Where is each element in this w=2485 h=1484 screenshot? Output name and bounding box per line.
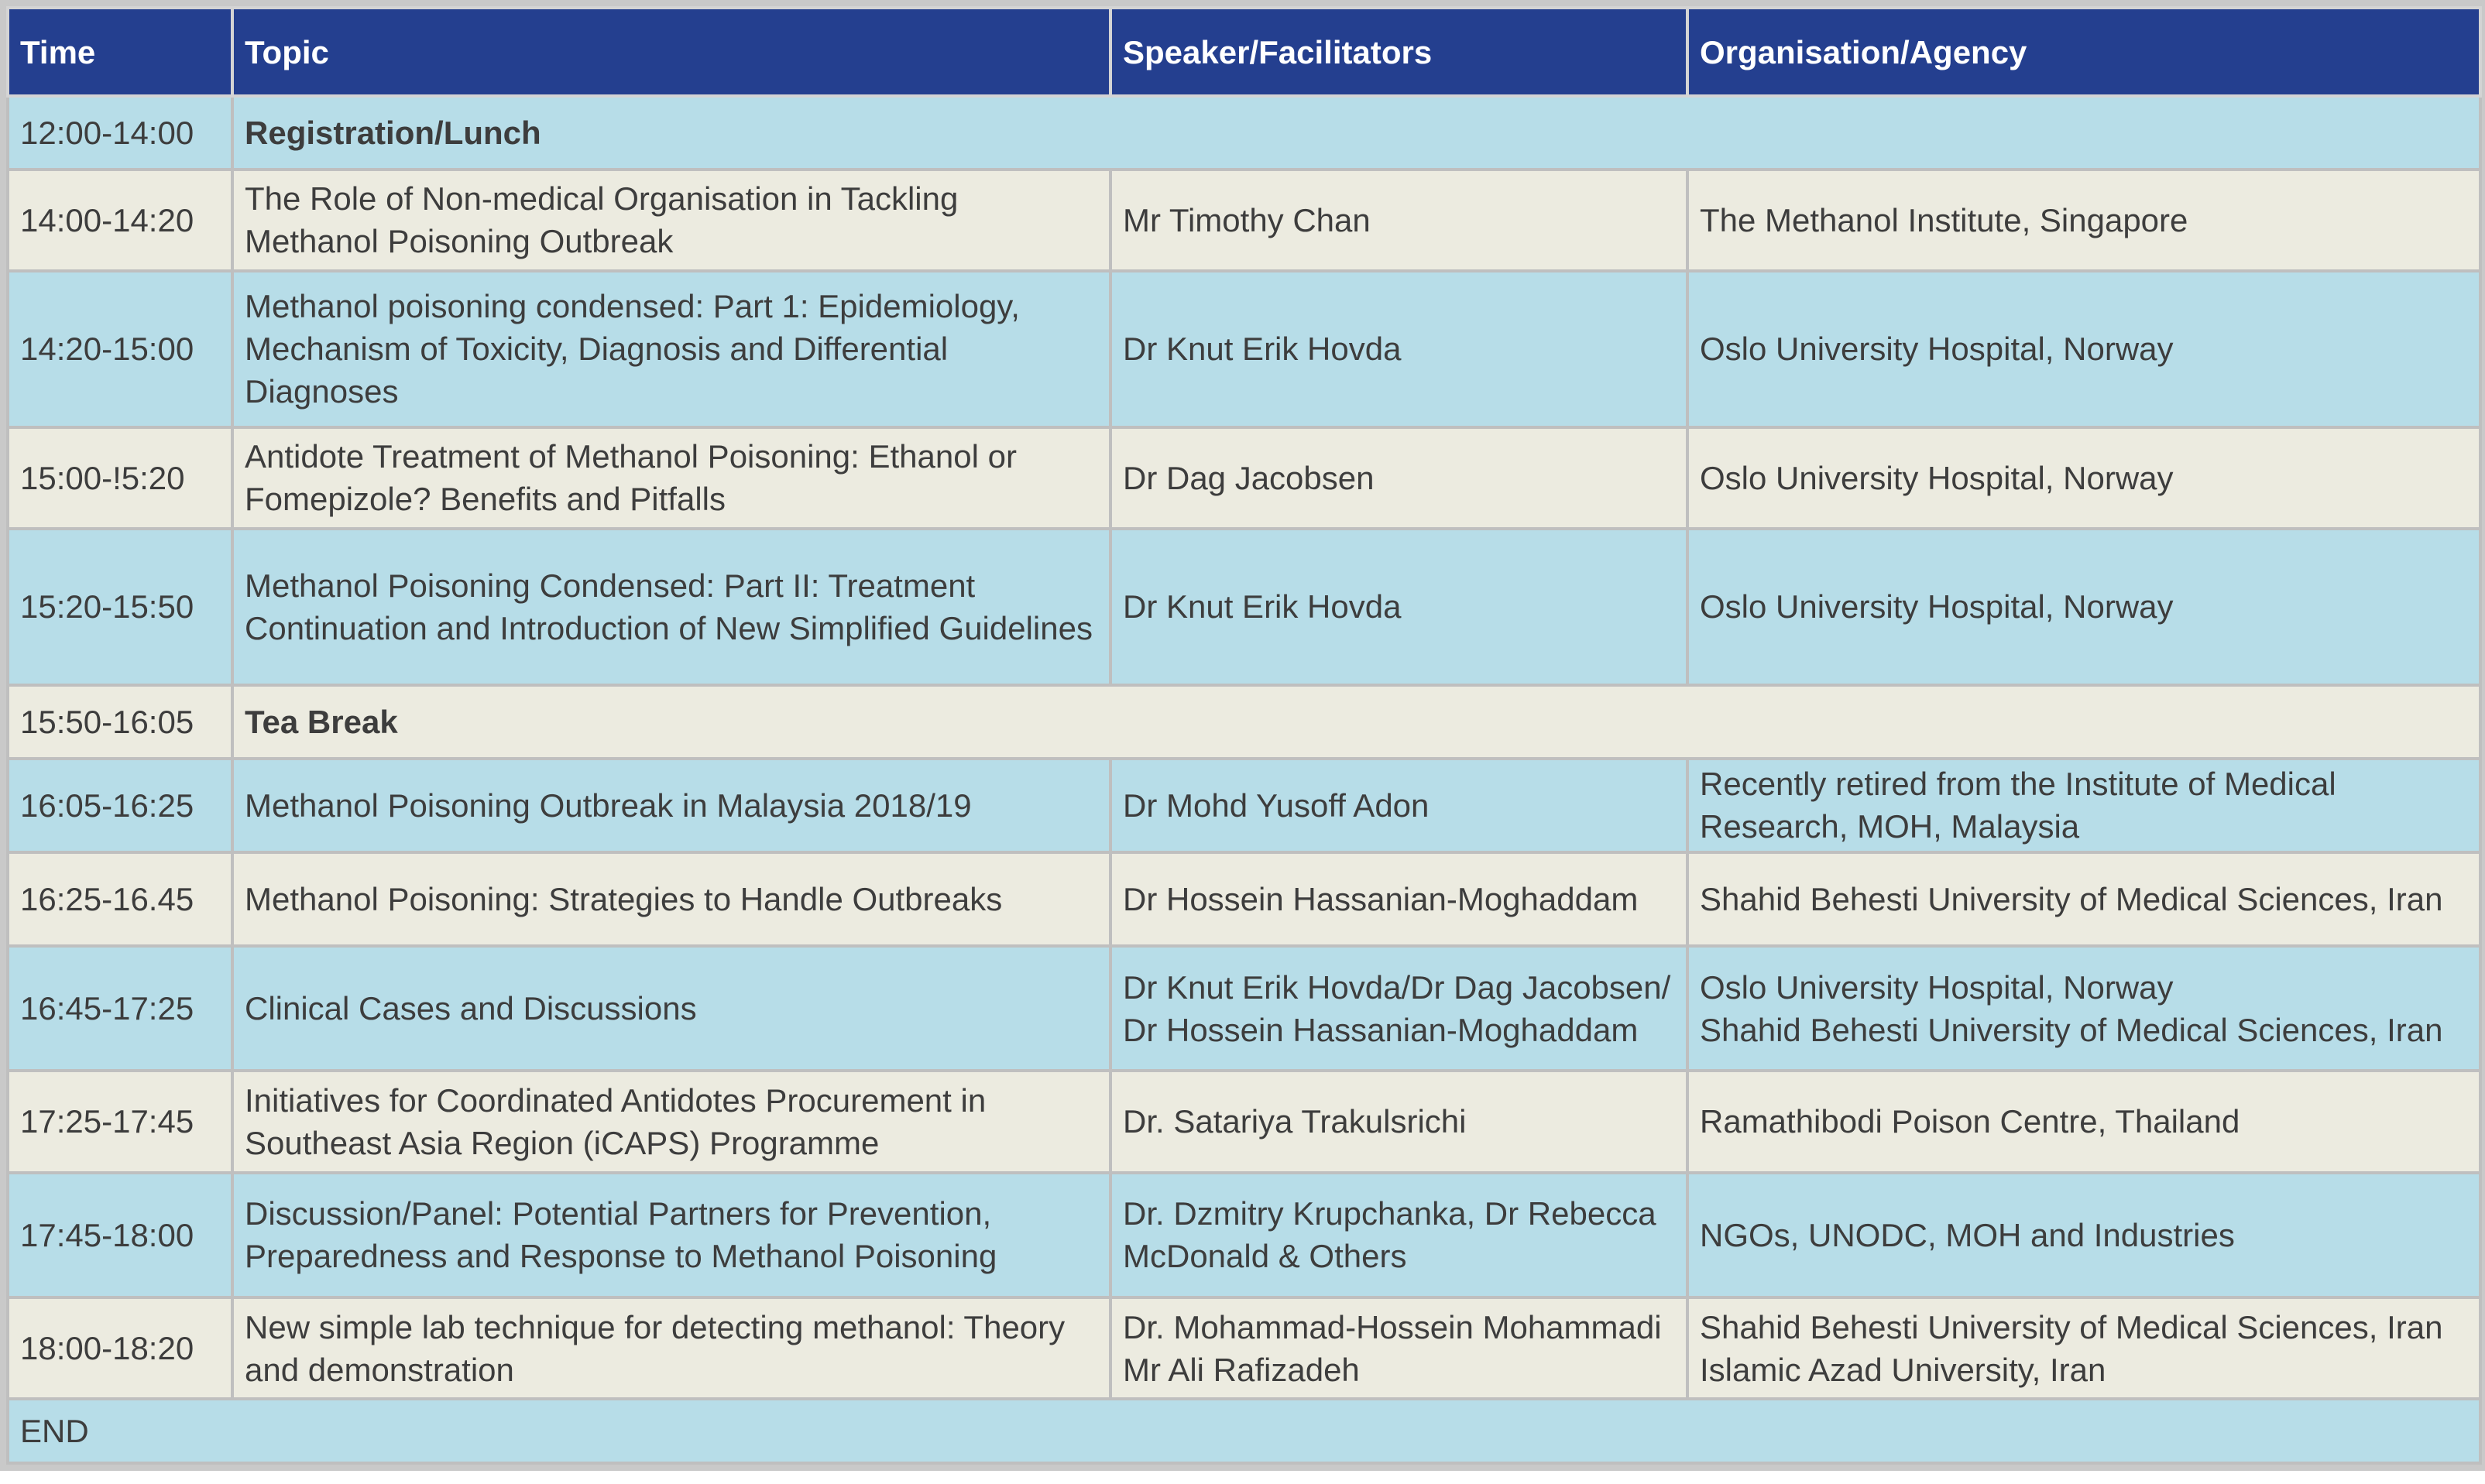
- speaker-cell: Dr Hossein Hassanian-Moghaddam: [1110, 852, 1687, 946]
- speaker-cell: Dr Knut Erik Hovda: [1110, 529, 1687, 685]
- topic-cell: Methanol Poisoning Outbreak in Malaysia 2018/19: [232, 759, 1110, 852]
- speaker-cell: Dr. Dzmitry Krupchanka, Dr Rebecca McDonald & Others: [1110, 1173, 1687, 1297]
- table-row: [8, 685, 2480, 759]
- time-cell: 17:45-18:00: [8, 1173, 232, 1297]
- time-cell: 14:20-15:00: [8, 271, 232, 427]
- topic-cell: Methanol Poisoning: Strategies to Handle Outbreaks: [232, 852, 1110, 946]
- table-row: [8, 1071, 2480, 1172]
- topic-cell: The Role of Non-medical Organisation in Tackling Methanol Poisoning Outbreak: [232, 170, 1110, 271]
- speaker-cell: [1110, 946, 1687, 1071]
- end-label: END: [8, 1399, 2480, 1463]
- time-cell: 14:00-14:20: [8, 170, 232, 271]
- organisation-cell: Oslo University Hospital, Norway: [1687, 529, 2480, 685]
- table-row: [8, 271, 2480, 427]
- time-cell: 16:45-17:25: [8, 946, 232, 1071]
- organisation-cell: [1687, 946, 2480, 1071]
- speaker-line: Mr Ali Rafizadeh: [1123, 1351, 1360, 1388]
- time-cell: 15:50-16:05: [8, 685, 232, 759]
- speaker-line: Dr. Mohammad-Hossein Mohammadi: [1123, 1308, 1662, 1345]
- header-row: [8, 8, 2480, 96]
- topic-cell: Antidote Treatment of Methanol Poisoning: Ethanol or Fomepizole? Benefits and Pitfalls: [232, 427, 1110, 529]
- organisation-cell: [1687, 1297, 2480, 1399]
- header-time: Time: [8, 8, 232, 96]
- organisation-cell: Recently retired from the Institute of Medical Research, MOH, Malaysia: [1687, 759, 2480, 852]
- agenda-table: [6, 6, 2482, 1465]
- organisation-cell: Oslo University Hospital, Norway: [1687, 427, 2480, 529]
- header-topic: Topic: [232, 8, 1110, 96]
- topic-cell: Tea Break: [232, 685, 2480, 759]
- table-row: [8, 1297, 2480, 1399]
- header-organisation: Organisation/Agency: [1687, 8, 2480, 96]
- speaker-cell: [1110, 1297, 1687, 1399]
- topic-cell: Clinical Cases and Discussions: [232, 946, 1110, 1071]
- organisation-cell: NGOs, UNODC, MOH and Industries: [1687, 1173, 2480, 1297]
- speaker-cell: Dr Dag Jacobsen: [1110, 427, 1687, 529]
- time-cell: 17:25-17:45: [8, 1071, 232, 1172]
- topic-cell: Initiatives for Coordinated Antidotes Procurement in Southeast Asia Region (iCAPS) Programme: [232, 1071, 1110, 1172]
- end-row: [8, 1399, 2480, 1463]
- topic-cell: Methanol poisoning condensed: Part 1: Epidemiology, Mechanism of Toxicity, Diagnosis and Differential Diagnoses: [232, 271, 1110, 427]
- time-cell: 16:25-16.45: [8, 852, 232, 946]
- topic-cell: Discussion/Panel: Potential Partners for Prevention, Preparedness and Response to Methanol Poisoning: [232, 1173, 1110, 1297]
- time-cell: 18:00-18:20: [8, 1297, 232, 1399]
- time-cell: 15:00-!5:20: [8, 427, 232, 529]
- organisation-cell: Oslo University Hospital, Norway: [1687, 271, 2480, 427]
- organisation-cell: The Methanol Institute, Singapore: [1687, 170, 2480, 271]
- table-row: [8, 96, 2480, 170]
- organisation-cell: Ramathibodi Poison Centre, Thailand: [1687, 1071, 2480, 1172]
- time-cell: 12:00-14:00: [8, 96, 232, 170]
- speaker-cell: Dr Knut Erik Hovda: [1110, 271, 1687, 427]
- speaker-line: Dr Knut Erik Hovda/Dr Dag Jacobsen/: [1123, 968, 1671, 1006]
- organisation-line: Oslo University Hospital, Norway: [1700, 968, 2174, 1006]
- table-row: [8, 759, 2480, 852]
- speaker-cell: Dr. Satariya Trakulsrichi: [1110, 1071, 1687, 1172]
- topic-cell: New simple lab technique for detecting methanol: Theory and demonstration: [232, 1297, 1110, 1399]
- speaker-line: Dr Hossein Hassanian-Moghaddam: [1123, 1011, 1639, 1048]
- table-row: [8, 1173, 2480, 1297]
- table-row: [8, 529, 2480, 685]
- table-row: [8, 852, 2480, 946]
- organisation-line: Shahid Behesti University of Medical Sciences, Iran: [1700, 1308, 2443, 1345]
- table-row: [8, 427, 2480, 529]
- organisation-line: Islamic Azad University, Iran: [1700, 1351, 2106, 1388]
- table-row: [8, 170, 2480, 271]
- time-cell: 15:20-15:50: [8, 529, 232, 685]
- header-speaker: Speaker/Facilitators: [1110, 8, 1687, 96]
- table-row: [8, 946, 2480, 1071]
- organisation-line: Shahid Behesti University of Medical Sciences, Iran: [1700, 1011, 2443, 1048]
- organisation-cell: Shahid Behesti University of Medical Sciences, Iran: [1687, 852, 2480, 946]
- time-cell: 16:05-16:25: [8, 759, 232, 852]
- speaker-cell: Dr Mohd Yusoff Adon: [1110, 759, 1687, 852]
- topic-cell: Registration/Lunch: [232, 96, 2480, 170]
- speaker-cell: Mr Timothy Chan: [1110, 170, 1687, 271]
- topic-cell: Methanol Poisoning Condensed: Part II: Treatment Continuation and Introduction of New Simplified Guidelines: [232, 529, 1110, 685]
